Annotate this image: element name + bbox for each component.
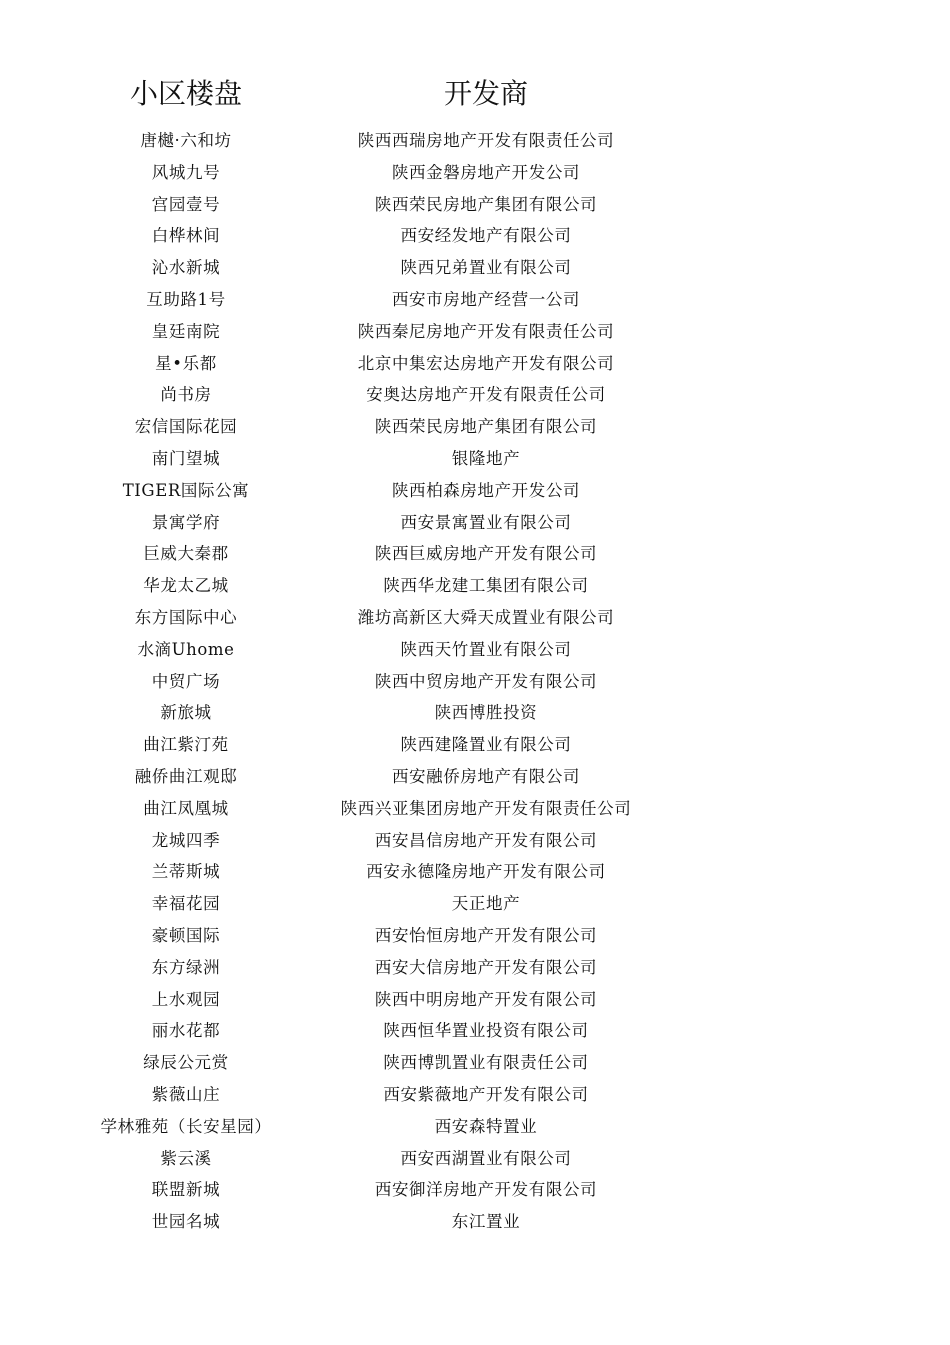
community-name-cell: 水滴Uhome [137, 639, 235, 659]
community-name-cell: 沁水新城 [151, 258, 221, 278]
table-row [0, 952, 950, 984]
table-row [0, 984, 950, 1016]
table-row [0, 697, 950, 729]
developer-cell: 西安景寓置业有限公司 [400, 512, 572, 532]
community-name-cell: 曲江紫汀苑 [143, 735, 229, 755]
developer-cell: 陕西博凯置业有限责任公司 [383, 1053, 589, 1073]
developer-cell: 西安森特置业 [434, 1116, 538, 1136]
table-row [0, 761, 950, 793]
community-name-cell: 上水观园 [151, 989, 221, 1009]
community-name-cell: 龙城四季 [151, 830, 221, 850]
developer-cell: 陕西博胜投资 [434, 703, 538, 723]
community-name-cell: 东方绿洲 [151, 957, 221, 977]
table-row [0, 1174, 950, 1206]
community-name-cell: 紫薇山庄 [151, 1084, 221, 1104]
table-row [0, 920, 950, 952]
community-name-cell: 白桦林间 [151, 226, 221, 246]
table-row [0, 793, 950, 825]
developer-cell: 陕西巨威房地产开发有限公司 [374, 544, 598, 564]
community-name-cell: 融侨曲江观邸 [134, 766, 238, 786]
table-row [0, 507, 950, 539]
community-name-cell: 丽水花都 [151, 1021, 221, 1041]
table-row [0, 602, 950, 634]
developer-cell: 陕西兴亚集团房地产开发有限责任公司 [340, 798, 632, 818]
table-row [0, 220, 950, 252]
table-row [0, 252, 950, 284]
community-name-cell: 宏信国际花园 [134, 417, 238, 437]
table-row [0, 1079, 950, 1111]
table-row [0, 189, 950, 221]
community-name-cell: 幸福花园 [151, 894, 221, 914]
table-row [0, 316, 950, 348]
developer-cell: 西安大信房地产开发有限公司 [374, 957, 598, 977]
developer-cell: 西安西湖置业有限公司 [400, 1148, 572, 1168]
developer-cell: 银隆地产 [451, 448, 521, 468]
table-row [0, 443, 950, 475]
table-row [0, 1015, 950, 1047]
table-row [0, 379, 950, 411]
developer-cell: 西安市房地产经营一公司 [391, 289, 581, 309]
developer-cell: 陕西中明房地产开发有限公司 [374, 989, 598, 1009]
developer-cell: 陕西天竹置业有限公司 [400, 639, 572, 659]
developer-cell: 陕西荣民房地产集团有限公司 [374, 417, 598, 437]
developer-cell: 陕西秦尼房地产开发有限责任公司 [357, 321, 615, 341]
developer-cell: 西安永德隆房地产开发有限公司 [366, 862, 606, 882]
developer-cell: 陕西柏森房地产开发公司 [391, 480, 581, 500]
community-name-cell: 巨威大秦郡 [143, 544, 229, 564]
community-name-cell: 景寓学府 [151, 512, 221, 532]
table-row [0, 348, 950, 380]
table-row [0, 1111, 950, 1143]
community-name-cell: 风城九号 [151, 162, 221, 182]
developer-cell: 东江置业 [451, 1212, 521, 1232]
table-row [0, 666, 950, 698]
table-row [0, 125, 950, 157]
community-name-cell: 唐樾·六和坊 [140, 131, 232, 150]
table-row [0, 825, 950, 857]
community-name-cell: 绿辰公元赏 [143, 1053, 229, 1073]
developer-cell: 陕西金磐房地产开发公司 [391, 162, 581, 182]
table-row [0, 475, 950, 507]
community-name-cell: 紫云溪 [160, 1148, 212, 1168]
table-row [0, 634, 950, 666]
table-row [0, 1143, 950, 1175]
community-name-cell: 尚书房 [160, 385, 212, 405]
table-row [0, 284, 950, 316]
developer-cell: 陕西华龙建工集团有限公司 [383, 576, 589, 596]
community-name-cell: 曲江凤凰城 [143, 798, 229, 818]
community-name-cell: 星•乐都 [155, 353, 217, 373]
community-name-cell: 宫园壹号 [151, 194, 221, 214]
community-name-cell: 豪顿国际 [151, 925, 221, 945]
table-row [0, 570, 950, 602]
table-row [0, 1206, 950, 1238]
developer-cell: 陕西兄弟置业有限公司 [400, 258, 572, 278]
developer-cell: 陕西恒华置业投资有限公司 [383, 1021, 589, 1041]
developer-cell: 北京中集宏达房地产开发有限公司 [357, 353, 615, 373]
developer-cell: 西安融侨房地产有限公司 [391, 766, 581, 786]
developer-cell: 西安昌信房地产开发有限公司 [374, 830, 598, 850]
developer-cell: 陕西建隆置业有限公司 [400, 735, 572, 755]
community-name-cell: 互助路1号 [146, 289, 226, 309]
developer-cell: 潍坊高新区大舜天成置业有限公司 [357, 607, 615, 627]
developer-cell: 安奥达房地产开发有限责任公司 [366, 385, 606, 405]
table-row [0, 888, 950, 920]
community-name-cell: 世园名城 [151, 1212, 221, 1232]
table-row [0, 856, 950, 888]
table-row [0, 157, 950, 189]
header-community-name: 小区楼盘 [129, 77, 242, 110]
header-developer: 开发商 [443, 77, 528, 110]
table-row [0, 1047, 950, 1079]
community-name-cell: 新旅城 [160, 703, 212, 723]
developer-cell: 陕西中贸房地产开发有限公司 [374, 671, 598, 691]
developer-cell: 陕西西瑞房地产开发有限责任公司 [357, 131, 615, 150]
community-name-cell: 联盟新城 [151, 1180, 221, 1200]
developer-cell: 西安经发地产有限公司 [400, 226, 572, 246]
table-row [0, 729, 950, 761]
developer-cell: 西安怡恒房地产开发有限公司 [374, 925, 598, 945]
community-name-cell: 东方国际中心 [134, 607, 238, 627]
community-name-cell: 学林雅苑（长安星园） [100, 1116, 272, 1136]
community-name-cell: 南门望城 [151, 448, 221, 468]
developer-cell: 西安紫薇地产开发有限公司 [383, 1084, 589, 1104]
developer-cell: 陕西荣民房地产集团有限公司 [374, 194, 598, 214]
community-name-cell: TIGER国际公寓 [122, 480, 250, 500]
community-name-cell: 中贸广场 [151, 671, 221, 691]
table-body [0, 125, 950, 1238]
developer-cell: 天正地产 [451, 894, 521, 914]
community-name-cell: 兰蒂斯城 [151, 862, 221, 882]
table-row [0, 411, 950, 443]
table-row [0, 538, 950, 570]
developer-cell: 西安御洋房地产开发有限公司 [374, 1180, 598, 1200]
community-name-cell: 华龙太乙城 [143, 576, 229, 596]
table-header [0, 74, 950, 114]
community-name-cell: 皇廷南院 [151, 321, 221, 341]
